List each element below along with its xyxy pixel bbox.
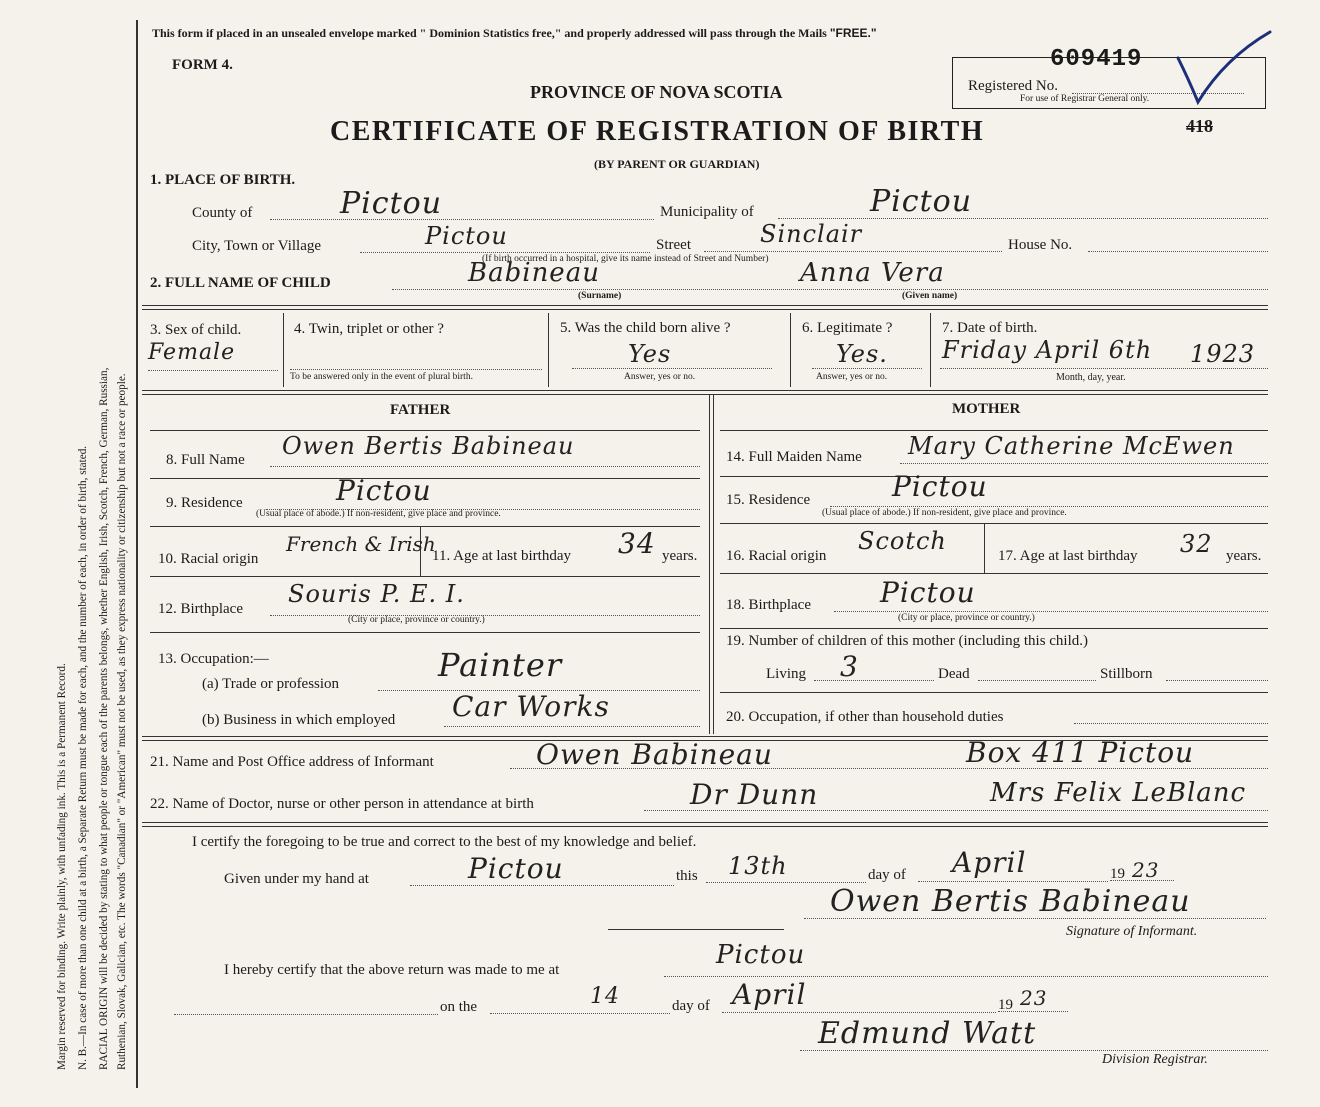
child-name-label: 2. FULL NAME OF CHILD bbox=[150, 275, 331, 291]
father-name-value: Owen Bertis Babineau bbox=[282, 432, 575, 460]
legit-value: Yes. bbox=[836, 340, 888, 368]
rule bbox=[608, 929, 784, 930]
twin-note: To be answered only in the event of plural birth. bbox=[290, 372, 473, 382]
registered-label: Registered No. bbox=[968, 78, 1058, 94]
form-number: FORM 4. bbox=[172, 57, 233, 73]
father-age-value: 34 bbox=[618, 527, 656, 560]
twin-line bbox=[290, 369, 542, 370]
rule bbox=[142, 394, 1268, 395]
mother-occupation-label: 20. Occupation, if other than household duties bbox=[726, 709, 1004, 725]
stillborn-label: Stillborn bbox=[1100, 666, 1153, 682]
mother-residence-value: Pictou bbox=[892, 470, 988, 503]
rule bbox=[142, 826, 1268, 827]
legit-label: 6. Legitimate ? bbox=[802, 320, 893, 336]
registrar-caption: Division Registrar. bbox=[1102, 1052, 1208, 1067]
given-label: Given under my hand at bbox=[224, 871, 369, 887]
father-residence-value: Pictou bbox=[336, 474, 432, 507]
house-label: House No. bbox=[1008, 237, 1073, 253]
day-line bbox=[706, 882, 866, 883]
twin-label: 4. Twin, triplet or other ? bbox=[294, 321, 444, 337]
dob-note: Month, day, year. bbox=[1056, 372, 1126, 383]
alive-value: Yes bbox=[628, 340, 672, 368]
municipality-line bbox=[778, 218, 1268, 219]
municipality-value: Pictou bbox=[870, 184, 973, 219]
mother-years: years. bbox=[1226, 548, 1262, 564]
registrar-year-suffix: 23 bbox=[1020, 986, 1048, 1010]
registered-number: 609419 bbox=[1050, 46, 1143, 73]
registrar-year-prefix: 19 bbox=[998, 997, 1013, 1013]
divider bbox=[713, 394, 714, 734]
mother-residence-note: (Usual place of abode.) If non-resident, give place and province. bbox=[822, 508, 1067, 518]
city-value: Pictou bbox=[425, 222, 508, 250]
given-year-suffix: 23 bbox=[1132, 858, 1160, 882]
informant-signature: Owen Bertis Babineau bbox=[830, 884, 1191, 919]
mother-racial-label: 16. Racial origin bbox=[726, 548, 827, 564]
dob-line bbox=[940, 368, 1268, 369]
registrar-place-line bbox=[664, 976, 1268, 977]
sex-value: Female bbox=[148, 340, 236, 365]
mother-name-label: 14. Full Maiden Name bbox=[726, 449, 862, 465]
province-heading: PROVINCE OF NOVA SCOTIA bbox=[530, 82, 783, 102]
mother-name-line bbox=[900, 463, 1268, 464]
divider bbox=[930, 313, 931, 387]
rule bbox=[720, 628, 1268, 629]
on-line bbox=[174, 1014, 438, 1015]
father-birthplace-value: Souris P. E. I. bbox=[288, 580, 465, 608]
registrar-place: Pictou bbox=[716, 940, 806, 970]
surname-caption: (Surname) bbox=[578, 291, 622, 301]
legit-note: Answer, yes or no. bbox=[816, 372, 888, 382]
mother-residence-line bbox=[830, 506, 1268, 507]
rule bbox=[150, 430, 700, 431]
registrar-statement: I hereby certify that the above return was made to me at bbox=[224, 962, 560, 978]
father-racial-label: 10. Racial origin bbox=[158, 551, 259, 567]
mother-birthplace-value: Pictou bbox=[880, 576, 976, 609]
year-line bbox=[1110, 880, 1174, 881]
father-business-line bbox=[444, 726, 700, 727]
divider bbox=[790, 313, 791, 387]
certificate-title: CERTIFICATE OF REGISTRATION OF BIRTH bbox=[330, 116, 985, 147]
dob-value: Friday April 6th bbox=[942, 336, 1153, 364]
father-business-value: Car Works bbox=[452, 690, 610, 723]
rule bbox=[142, 390, 1268, 391]
attendant-label: 22. Name of Doctor, nurse or other person in attendance at birth bbox=[150, 796, 534, 812]
father-birthplace-label: 12. Birthplace bbox=[158, 601, 243, 617]
county-line bbox=[270, 219, 654, 220]
signature-line bbox=[804, 918, 1266, 919]
alive-note: Answer, yes or no. bbox=[624, 372, 696, 382]
given-year-prefix: 19 bbox=[1110, 866, 1125, 882]
informant-name: Owen Babineau bbox=[536, 738, 773, 771]
mother-birthplace-note: (City or place, province or country.) bbox=[898, 613, 1035, 623]
attendant-other: Mrs Felix LeBlanc bbox=[990, 778, 1247, 808]
registrar-day-of-label: day of bbox=[672, 998, 710, 1014]
divider bbox=[709, 394, 710, 734]
father-business-label: (b) Business in which employed bbox=[202, 712, 396, 728]
given-day-of-label: day of bbox=[868, 867, 906, 883]
signature-caption: Signature of Informant. bbox=[1066, 924, 1198, 939]
father-trade-label: (a) Trade or profession bbox=[202, 676, 340, 692]
given-line bbox=[410, 885, 674, 886]
margin-note-4: Ruthenian, Slovak, Galician, etc. The words "Canadian" or "American" must not be used, as they express nationality or citizenship but not a race or people. bbox=[116, 373, 128, 1070]
rule bbox=[142, 305, 1268, 306]
legit-line bbox=[812, 368, 922, 369]
mail-notice-text: This form if placed in an unsealed envelope marked " Dominion Statistics free," and properly addressed will pass through the Mails bbox=[152, 26, 827, 40]
given-day: 13th bbox=[728, 852, 788, 880]
rule bbox=[720, 476, 1268, 477]
county-value: Pictou bbox=[340, 186, 443, 221]
hospital-note: (If birth occurred in a hospital, give its name instead of Street and Number) bbox=[482, 254, 769, 264]
city-label: City, Town or Village bbox=[192, 238, 322, 254]
municipality-label: Municipality of bbox=[660, 204, 754, 220]
rule bbox=[720, 692, 1268, 693]
living-label: Living bbox=[766, 666, 806, 682]
father-residence-note: (Usual place of abode.) If non-resident, give place and province. bbox=[256, 509, 501, 519]
mother-residence-label: 15. Residence bbox=[726, 492, 811, 508]
county-label: County of bbox=[192, 205, 253, 221]
mail-notice-free: "FREE." bbox=[829, 26, 877, 40]
father-heading: FATHER bbox=[390, 402, 451, 418]
rule bbox=[720, 430, 1268, 431]
mother-racial-value: Scotch bbox=[858, 527, 947, 555]
divider bbox=[283, 313, 284, 387]
divider bbox=[984, 523, 985, 573]
alive-line bbox=[572, 368, 772, 369]
given-month: April bbox=[952, 846, 1027, 879]
struck-number: 418 bbox=[1186, 116, 1213, 136]
registrar-day: 14 bbox=[590, 984, 620, 1009]
registrar-day-line bbox=[490, 1013, 670, 1014]
mother-age-label: 17. Age at last birthday bbox=[998, 548, 1138, 564]
mother-birthplace-line bbox=[834, 611, 1268, 612]
living-line bbox=[814, 680, 934, 681]
registrar-signature-line bbox=[800, 1050, 1268, 1051]
dob-year: 1923 bbox=[1190, 340, 1256, 368]
registrar-month-line bbox=[722, 1012, 996, 1013]
house-line bbox=[1088, 251, 1268, 252]
given-place: Pictou bbox=[468, 852, 564, 885]
father-occupation-label: 13. Occupation:— bbox=[158, 651, 269, 667]
sex-line bbox=[148, 370, 278, 371]
informant-address: Box 411 Pictou bbox=[966, 736, 1195, 769]
place-of-birth-heading: 1. PLACE OF BIRTH. bbox=[150, 172, 296, 188]
rule bbox=[142, 309, 1268, 310]
mother-birthplace-label: 18. Birthplace bbox=[726, 597, 811, 613]
father-birthplace-note: (City or place, province or country.) bbox=[348, 615, 485, 625]
registrar-month: April bbox=[732, 978, 807, 1011]
rule bbox=[142, 822, 1268, 823]
checkmark-icon bbox=[1170, 28, 1280, 108]
child-name-line bbox=[392, 289, 1268, 290]
father-age-label: 11. Age at last birthday bbox=[432, 548, 571, 564]
rule bbox=[720, 523, 1268, 524]
mother-age-value: 32 bbox=[1180, 530, 1213, 558]
margin-rule bbox=[136, 20, 138, 1088]
father-racial-value: French & Irish bbox=[286, 532, 436, 556]
on-the-label: on the bbox=[440, 999, 478, 1015]
margin-note-2: N. B.—In case of more than one child at a birth, a Separate Return must be made for each, and the number of each, in order of birth, stated. bbox=[77, 445, 89, 1070]
given-caption: (Given name) bbox=[902, 291, 958, 301]
dead-label: Dead bbox=[938, 666, 970, 682]
father-birthplace-line bbox=[270, 615, 700, 616]
stillborn-line bbox=[1166, 680, 1268, 681]
this-label: this bbox=[676, 868, 698, 884]
sex-label: 3. Sex of child. bbox=[150, 322, 242, 338]
father-name-label: 8. Full Name bbox=[166, 452, 245, 468]
margin-note-3: RACIAL ORIGIN will be decided by stating to what people or tongue each of the parents belongs, whether English, Irish, Scotch, French, German, Russian, bbox=[98, 367, 110, 1070]
divider bbox=[548, 313, 549, 387]
child-given-name: Anna Vera bbox=[800, 258, 945, 288]
father-years: years. bbox=[662, 548, 698, 564]
certificate-subtitle: (BY PARENT OR GUARDIAN) bbox=[594, 157, 760, 171]
rule bbox=[720, 573, 1268, 574]
father-trade-value: Painter bbox=[438, 646, 563, 684]
alive-label: 5. Was the child born alive ? bbox=[560, 320, 731, 336]
father-name-line bbox=[270, 466, 700, 467]
street-value: Sinclair bbox=[760, 220, 863, 248]
mother-name-value: Mary Catherine McEwen bbox=[908, 432, 1235, 460]
rule bbox=[150, 576, 700, 577]
dead-line bbox=[978, 680, 1096, 681]
child-surname: Babineau bbox=[468, 258, 600, 288]
mail-notice bbox=[152, 26, 877, 41]
rule bbox=[150, 632, 700, 633]
informant-label: 21. Name and Post Office address of Informant bbox=[150, 754, 434, 770]
father-residence-label: 9. Residence bbox=[166, 495, 243, 511]
margin-note-1: Margin reserved for binding. Write plainly, with unfading ink. This is a Permanent Record. bbox=[56, 663, 68, 1070]
street-label: Street bbox=[656, 237, 691, 253]
registrar-signature: Edmund Watt bbox=[818, 1016, 1037, 1051]
month-line bbox=[918, 881, 1108, 882]
dob-label: 7. Date of birth. bbox=[942, 320, 1038, 336]
certify-statement: I certify the foregoing to be true and correct to the best of my knowledge and belief. bbox=[192, 834, 697, 850]
mother-occupation-line bbox=[1074, 723, 1268, 724]
street-line bbox=[704, 251, 1002, 252]
registrar-note: For use of Registrar General only. bbox=[1020, 94, 1150, 104]
city-line bbox=[360, 252, 650, 253]
attendant-doctor: Dr Dunn bbox=[690, 778, 819, 811]
registrar-year-line bbox=[998, 1011, 1068, 1012]
children-label: 19. Number of children of this mother (including this child.) bbox=[726, 633, 1089, 649]
living-value: 3 bbox=[840, 650, 859, 683]
mother-heading: MOTHER bbox=[952, 401, 1021, 417]
